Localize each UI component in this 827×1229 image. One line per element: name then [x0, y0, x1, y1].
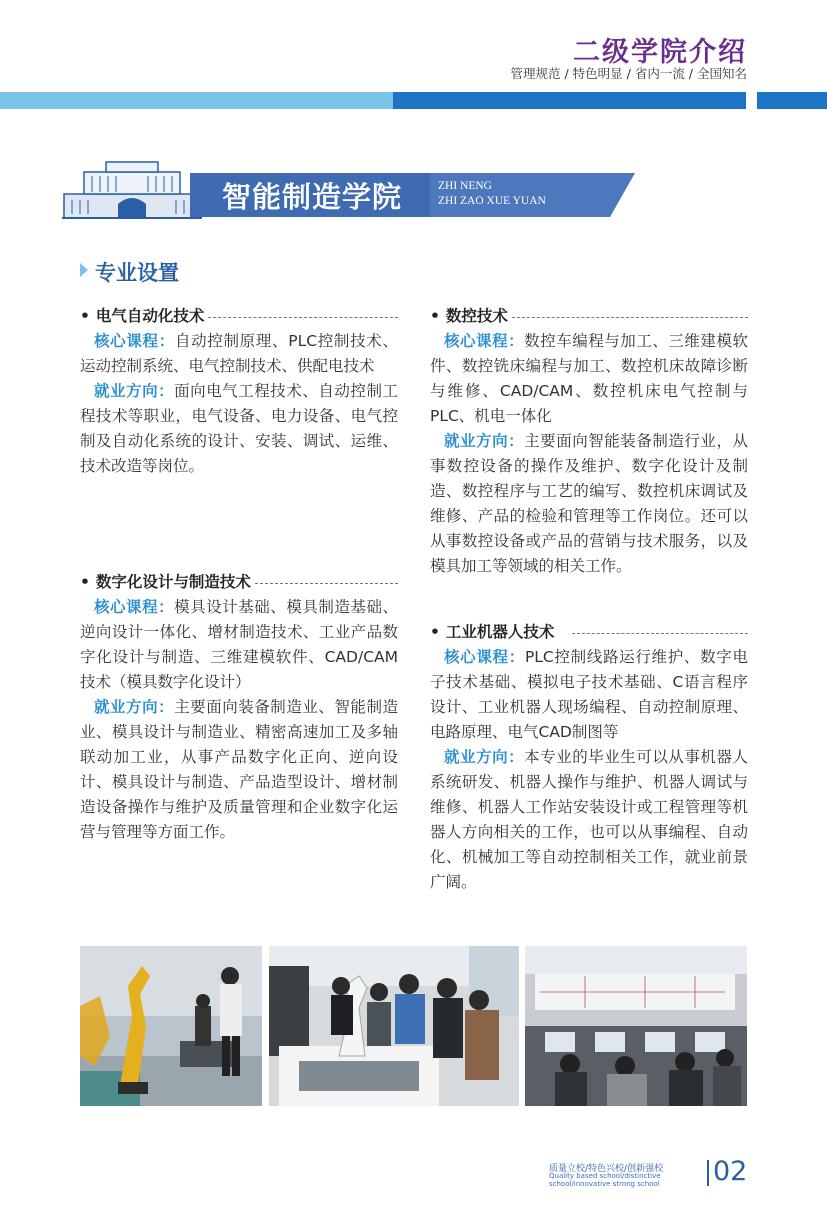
career-direction-text — [430, 429, 748, 579]
core-courses-value: 自动控制原理、PLC控制技术、运动控制系统、电气控制技术、供配电技术 — [80, 332, 398, 375]
bullet-icon: • — [80, 573, 90, 591]
career-label: 就业方向： — [94, 382, 175, 400]
core-courses-value: PLC控制线路运行维护、数字电子技术基础、模拟电子技术基础、C语言程序设计、工业机器人现场编程、自动控制原理、电路原理、电气CAD制图等 — [430, 648, 748, 741]
career-direction-value: 主要面向智能装备制造行业，从事数控设备的操作及维护、数字化设计及制造、数控程序与工艺的编写、数控机床调试及维修、产品的检验和管理等工作岗位。还可以从事数控设备或产品的营销与技术服务，以及模具加工等领域的相关工作。 — [430, 432, 748, 575]
dashed-rule — [512, 317, 748, 318]
core-courses-value: 模具设计基础、模具制造基础、逆向设计一体化、增材制造技术、工业产品数字化设计与制造、三维建模软件、CAD/CAM技术（模具数字化设计） — [80, 598, 398, 691]
core-courses-text — [430, 329, 748, 429]
program-header — [430, 620, 748, 645]
college-pinyin-line2: ZHI ZAO XUE YUAN — [438, 195, 546, 207]
section-heading: 专业设置 — [95, 261, 179, 285]
footer-slogan: 质量立校/特色兴校/创新强校 — [549, 1164, 664, 1174]
core-label: 核心课程： — [94, 332, 175, 350]
footer-divider — [707, 1160, 709, 1186]
page-header-subtitle: 管理规范 / 特色明显 / 省内一流 / 全国知名 — [510, 66, 747, 81]
header-bar-dark — [393, 92, 746, 109]
header-bar-light — [0, 92, 393, 109]
bullet-icon: • — [430, 307, 440, 325]
computer-lab-photo — [525, 946, 747, 1106]
dashed-rule — [572, 633, 748, 634]
college-pinyin-line1: ZHI NENG — [438, 180, 492, 192]
core-courses-value: 数控车编程与加工、三维建模软件、数控铣床编程与加工、数控机床故障诊断与维修、CAD/CAM、数控机床电气控制与PLC、机电一体化 — [430, 332, 748, 425]
core-courses-text — [80, 329, 398, 379]
program-block — [80, 304, 398, 479]
program-header — [80, 304, 398, 329]
career-label: 就业方向： — [444, 432, 525, 450]
dashed-rule — [255, 583, 398, 584]
header-bar-dark-end — [757, 92, 827, 109]
program-header — [430, 304, 748, 329]
program-name: 电气自动化技术 — [95, 307, 205, 325]
career-direction-text — [430, 745, 748, 895]
core-label: 核心课程： — [94, 598, 175, 616]
program-block — [80, 570, 398, 845]
program-header — [80, 570, 398, 595]
triangle-arrow-icon — [80, 263, 88, 277]
program-block — [430, 304, 748, 579]
footer-slogan-english: Quality based school/distinctive school/innovative strong school — [549, 1172, 661, 1188]
campus-building-icon — [62, 158, 202, 220]
bullet-icon: • — [430, 623, 440, 641]
industrial-robot-lab-photo — [80, 946, 262, 1106]
dashed-rule — [208, 317, 398, 318]
program-name: 数字化设计与制造技术 — [95, 573, 251, 591]
career-label: 就业方向： — [444, 748, 525, 766]
career-label: 就业方向： — [94, 698, 175, 716]
bullet-icon: • — [80, 307, 90, 325]
core-courses-text — [430, 645, 748, 745]
college-title: 智能制造学院 — [222, 180, 403, 214]
career-direction-value: 本专业的毕业生可以从事机器人系统研发、机器人操作与维护、机器人调试与维修、机器人工作站安装设计或工程管理等机器人方向相关的工作，也可以从事编程、自动化、机械加工等自动控制相关工作，就业前景广阔。 — [430, 748, 748, 891]
program-name: 数控技术 — [445, 307, 508, 325]
career-direction-text — [80, 379, 398, 479]
core-label: 核心课程： — [444, 332, 525, 350]
program-name: 工业机器人技术 — [445, 623, 555, 641]
program-block — [430, 620, 748, 895]
career-direction-value: 主要面向装备制造业、智能制造业、模具设计与制造业、精密高速加工及多轴联动加工业，从事产品数字化正向、逆向设计、模具设计与制造、产品造型设计、增材制造设备操作与维护及质量管理和企业数字化运营与管理等方面工作。 — [80, 698, 398, 841]
core-label: 核心课程： — [444, 648, 525, 666]
page-header-title: 二级学院介绍 — [573, 37, 747, 68]
page-number: 02 — [713, 1156, 748, 1187]
robot-workstation-training-photo — [269, 946, 519, 1106]
core-courses-text — [80, 595, 398, 695]
career-direction-value: 面向电气工程技术、自动控制工程技术等职业，电气设备、电力设备、电气控制及自动化系统的设计、安装、调试、运维、技术改造等岗位。 — [80, 382, 398, 475]
career-direction-text — [80, 695, 398, 845]
